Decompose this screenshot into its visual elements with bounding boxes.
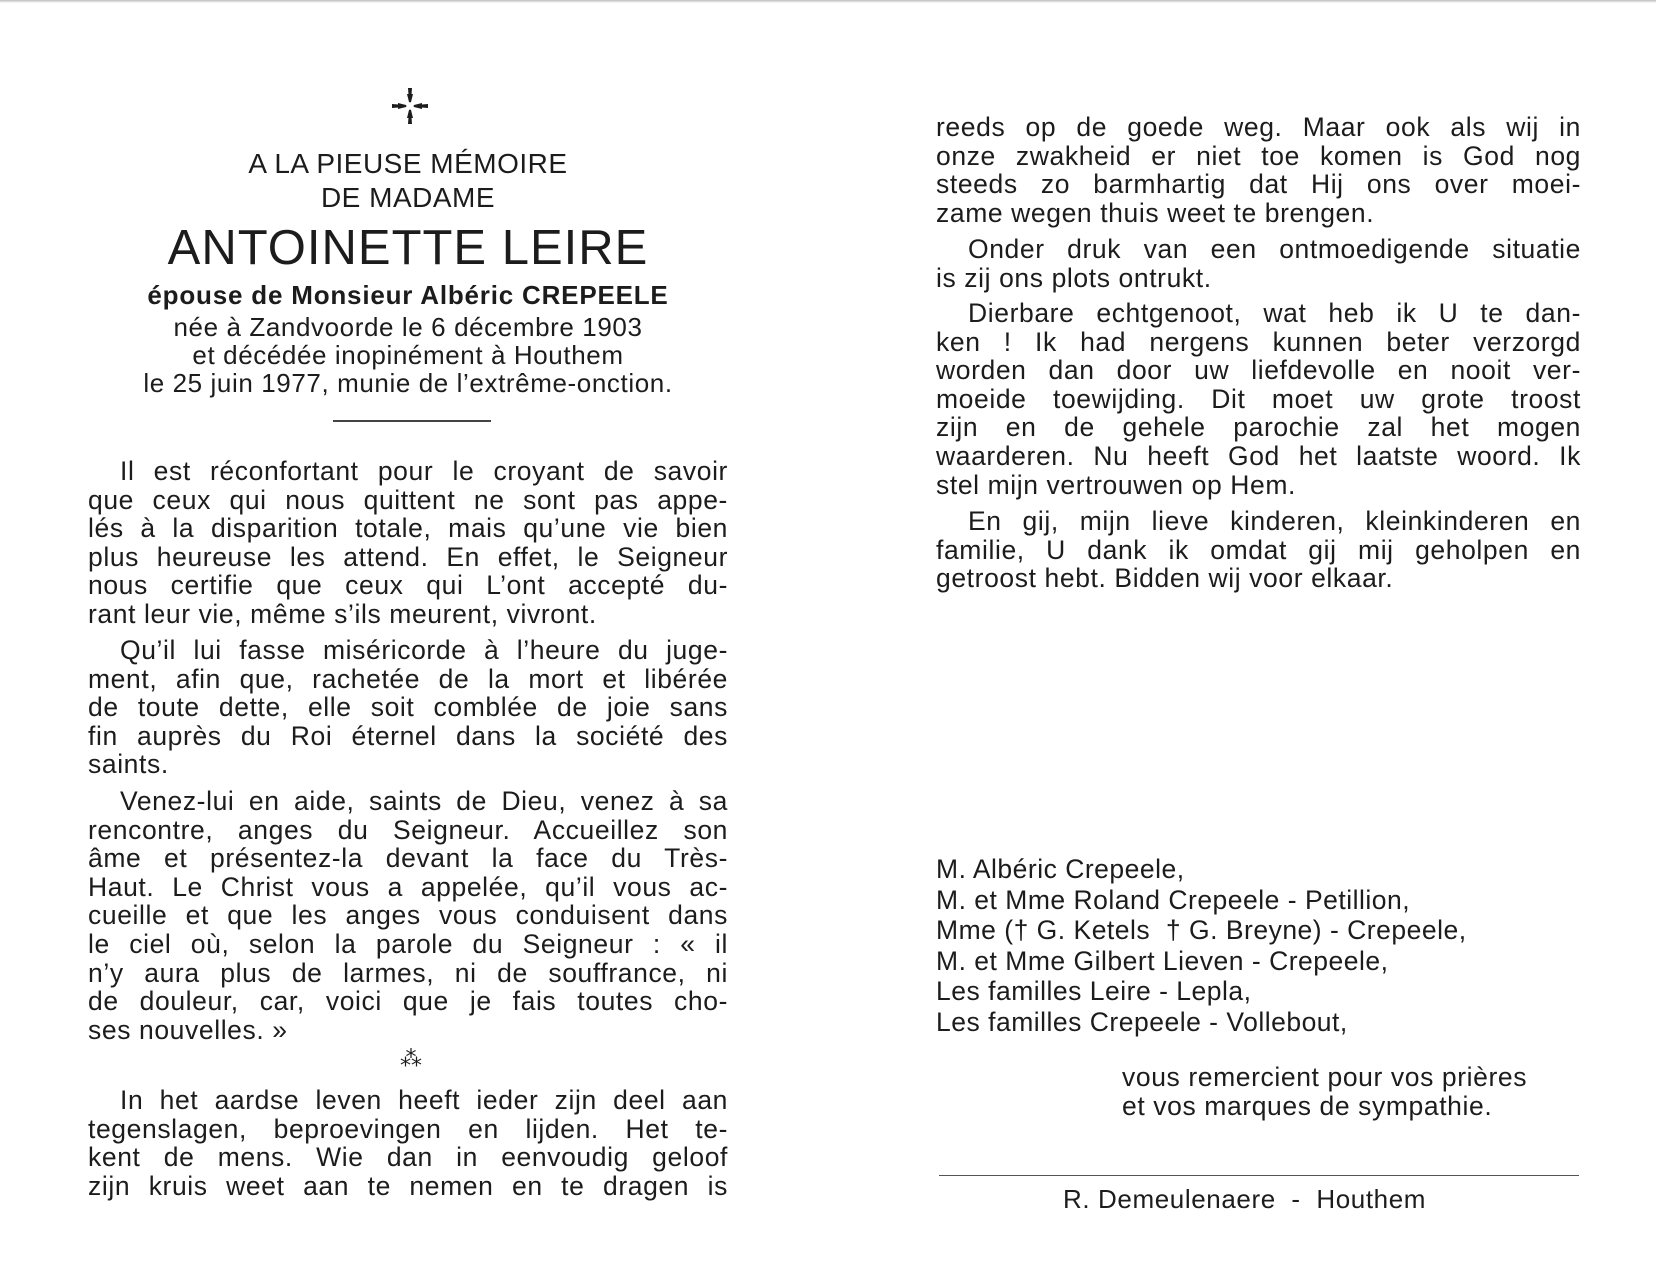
text-line: rencontre, anges du Seigneur. Accueillez son <box>88 814 728 845</box>
text-line: ken ! Ik had nergens kunnen beter verzorgd <box>936 326 1581 357</box>
memorial-subheading: DE MADAME <box>320 182 496 213</box>
thanks-line: vous remercient pour vos prières <box>1122 1062 1528 1092</box>
text-line: ses nouvelles. » <box>88 1014 288 1045</box>
memorial-heading: A LA PIEUSE MÉMOIRE <box>248 148 568 179</box>
text-line: stel mijn vertrouwen op Hem. <box>936 469 1296 500</box>
paragraph-good-way <box>936 113 1581 227</box>
text-line: fin auprès du Roi éternel dans la société des <box>88 720 728 751</box>
paragraph-prayer <box>88 787 728 1044</box>
text-line: Onder druk van een ontmoedigende situatie <box>968 234 1581 264</box>
text-line: zijn kruis weet aan te nemen en te dragen is <box>88 1170 728 1201</box>
death-date-line: le 25 juin 1977, munie de l’extrême-onction. <box>143 368 673 398</box>
thanks-message <box>1122 1063 1527 1121</box>
paragraph-comfort <box>88 457 728 629</box>
text-line: Venez-lui en aide, saints de Dieu, venez à sa <box>120 786 728 816</box>
asterism-ornament: ⁂ <box>400 1046 422 1071</box>
text-line: familie, U dank ik omdat gij mij geholpen en <box>936 534 1581 565</box>
paragraph-mercy <box>88 636 728 779</box>
text-line: ment, afin que, rachetée de la mort et libérée <box>88 663 728 694</box>
text-line: Qu’il lui fasse miséricorde à l’heure du juge- <box>120 635 728 665</box>
text-line: In het aardse leven heeft ieder zijn deel aan <box>120 1085 728 1115</box>
text-line: plus heureuse les attend. En effet, le Seigneur <box>88 541 728 572</box>
text-line: le ciel où, selon la parole du Seigneur : « il <box>88 928 728 959</box>
text-line: En gij, mijn lieve kinderen, kleinkinderen en <box>968 506 1581 536</box>
text-line: rant leur vie, même s’ils meurent, vivront. <box>88 598 597 629</box>
paragraph-children <box>936 507 1581 593</box>
cross-pattee-icon <box>390 86 430 126</box>
text-line: de toute dette, elle soit comblée de joie sans <box>88 692 728 723</box>
text-line: n’y aura plus de larmes, ni de souffrance, ni <box>88 957 728 988</box>
text-line: zame wegen thuis weet te brengen. <box>936 197 1375 228</box>
text-line: Il est réconfortant pour le croyant de savoir <box>120 456 728 486</box>
paragraph-spouse-thanks <box>936 299 1581 499</box>
death-place-line: et décédée inopinément à Houthem <box>192 340 624 370</box>
printer-credit: R. Demeulenaere - Houthem <box>1063 1184 1427 1214</box>
family-list <box>936 854 1467 1037</box>
family-member: Les familles Leire - Lepla, <box>936 976 1252 1006</box>
text-line: de douleur, car, voici que je fais toutes cho- <box>88 986 728 1017</box>
text-line: Dierbare echtgenoot, wat heb ik U te dan- <box>968 298 1581 328</box>
paragraph-pressure <box>936 235 1581 292</box>
family-member: Mme († G. Ketels † G. Breyne) - Crepeele, <box>936 915 1467 945</box>
text-line: que ceux qui nous quittent ne sont pas appe- <box>88 484 728 515</box>
text-line: steeds zo barmhartig dat Hij ons over moei- <box>936 169 1581 200</box>
spouse-line: épouse de Monsieur Albéric CREPEELE <box>147 280 669 310</box>
birth-line: née à Zandvoorde le 6 décembre 1903 <box>173 312 643 342</box>
text-line: nous certifie que ceux qui L’ont accepté du- <box>88 570 728 601</box>
birth-death-info <box>88 313 728 397</box>
paragraph-dutch-intro <box>88 1086 728 1200</box>
text-line: âme et présentez-la devant la face du Très- <box>88 843 728 874</box>
text-line: tegenslagen, beproevingen en lijden. Het te- <box>88 1113 728 1144</box>
text-line: cueille et que les anges vous conduisent dans <box>88 900 728 931</box>
deceased-name: ANTOINETTE LEIRE <box>167 221 649 275</box>
text-line: moeide toewijding. Dit moet uw grote troost <box>936 383 1581 414</box>
family-member: M. et Mme Gilbert Lieven - Crepeele, <box>936 945 1389 976</box>
text-line: saints. <box>88 749 169 780</box>
text-line: is zij ons plots ontrukt. <box>936 262 1212 293</box>
thanks-line: et vos marques de sympathie. <box>1122 1091 1493 1121</box>
text-line: reeds op de goede weg. Maar ook als wij in <box>936 112 1581 142</box>
text-line: onze zwakheid er niet toe komen is God nog <box>936 140 1581 171</box>
text-line: kent de mens. Wie dan in eenvoudig geloof <box>88 1142 728 1173</box>
scan-top-edge <box>0 0 1656 3</box>
text-line: lés à la disparition totale, mais qu’une vie bien <box>88 513 728 544</box>
footer-divider <box>939 1175 1579 1176</box>
family-member: Les familles Crepeele - Vollebout, <box>936 1006 1348 1037</box>
text-line: waarderen. Nu heeft God het laatste woord. Ik <box>936 440 1581 471</box>
text-line: worden dan door uw liefdevolle en nooit ver- <box>936 355 1581 386</box>
text-line: zijn en de gehele parochie zal het mogen <box>936 412 1581 443</box>
text-line: getroost hebt. Bidden wij voor elkaar. <box>936 563 1394 594</box>
family-member: M. et Mme Roland Crepeele - Petillion, <box>936 884 1411 915</box>
family-member: M. Albéric Crepeele, <box>936 854 1185 884</box>
text-line: Haut. Le Christ vous a appelée, qu’il vous ac- <box>88 871 728 902</box>
divider <box>333 420 491 422</box>
